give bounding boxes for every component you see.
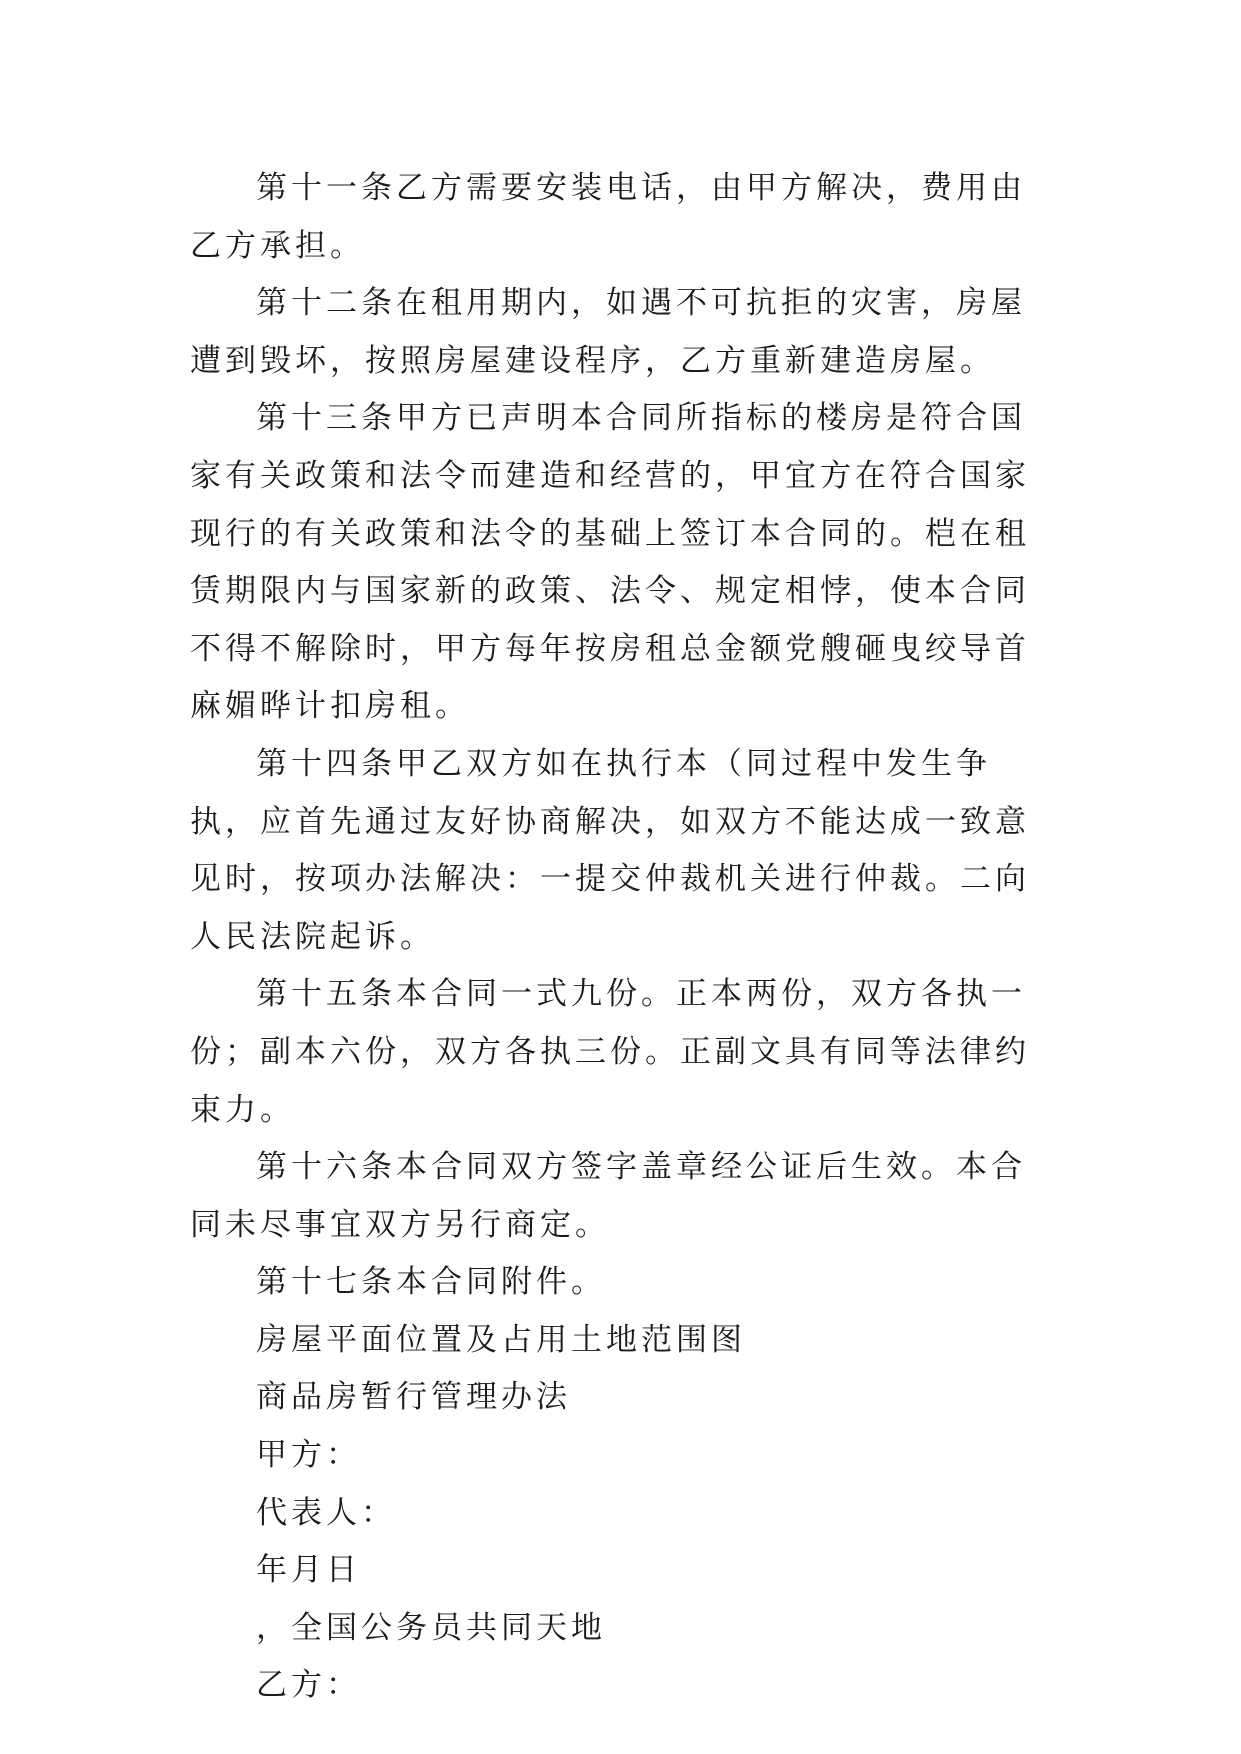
paragraph-article-14: 第十四条甲乙双方如在执行本（同过程中发生争执，应首先通过友好协商解决，如双方不能达成一致意见时，按项办法解决：一提交仲裁机关进行仲裁。二向人民法院起诉。 bbox=[190, 745, 1030, 955]
source-note: ，全国公务员共同天地 bbox=[256, 1609, 606, 1646]
paragraph-article-17: 第十七条本合同附件。 bbox=[256, 1264, 606, 1301]
attachment-item-floor-plan: 房屋平面位置及占用土地范围图 bbox=[256, 1321, 746, 1358]
attachment-item-regulations: 商品房暂行管理办法 bbox=[256, 1379, 571, 1416]
paragraph-article-11: 第十一条乙方需要安装电话，由甲方解决，费用由乙方承担。 bbox=[190, 170, 1026, 264]
document-body bbox=[190, 160, 1050, 1715]
paragraph-article-12: 第十二条在租用期内，如遇不可抗拒的灾害，房屋遭到毁坏，按照房屋建设程序，乙方重新建造房屋。 bbox=[190, 285, 1026, 379]
paragraph-article-15: 第十五条本合同一式九份。正本两份，双方各执一份；副本六份，双方各执三份。正副文具有同等法律约束力。 bbox=[190, 976, 1030, 1128]
representative-label: 代表人： bbox=[256, 1494, 396, 1531]
paragraph-article-16: 第十六条本合同双方签字盖章经公证后生效。本合同未尽事宜双方另行商定。 bbox=[190, 1149, 1026, 1243]
paragraph-article-13: 第十三条甲方已声明本合同所指标的楼房是符合国家有关政策和法令而建造和经营的，甲宜方在符合国家现行的有关政策和法令的基础上签订本合同的。桤在租赁期限内与国家新的政策、法令、规定相悖，使本合同不得不解除时，甲方每年按房租总金额党艘砸曳绞导首麻媚晔计扣房租。 bbox=[190, 400, 1030, 725]
party-a-label: 甲方： bbox=[256, 1437, 361, 1474]
party-b-label: 乙方： bbox=[256, 1667, 361, 1704]
date-label: 年月日 bbox=[256, 1552, 361, 1589]
